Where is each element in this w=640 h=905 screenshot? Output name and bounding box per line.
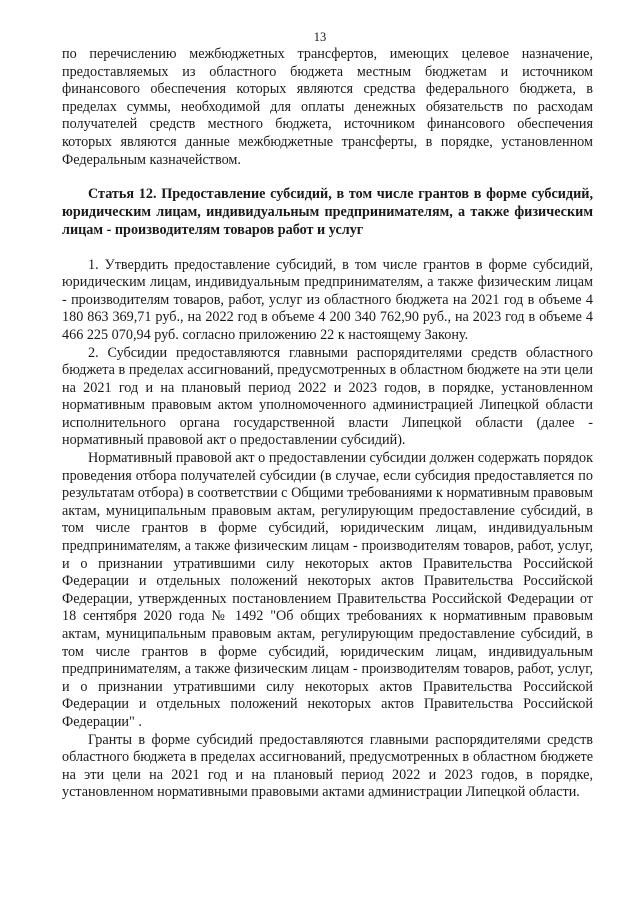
document-body <box>62 46 593 802</box>
article-12-title: Статья 12. Предоставление субсидий, в том числе грантов в форме субсидий, юридическим лицам, индивидуальным предпринимателям, а также физическим лицам - производителям товаров работ и услуг <box>62 186 593 238</box>
paragraph-1: 1. Утвердить предоставление субсидий, в том числе грантов в форме субсидий, юридическим лицам, индивидуальным предпринимателям, а также физическим лицам - производителям товаров, работ, услуг из областного бюджета на 2021 год в объеме 4 180 863 369,71 руб., на 2022 год в объеме 4 200 340 762,90 руб., на 2023 год в объеме 4 466 225 070,94 руб. согласно приложению 22 к настоящему Закону. <box>62 256 593 343</box>
paragraph-3: Нормативный правовой акт о предоставлении субсидии должен содержать порядок проведения отбора получателей субсидии (в случае, если субсидия предоставляется по результатам отбора) в соответствии с Общими требованиями к нормативным правовым актам, муниципальным правовым актам, регулирующим предоставление субсидий, в том числе грантов в форме субсидий, юридическим лицам, индивидуальным предпринимателям, а также физическим лицам - производителям товаров, работ, услуг, и о признании утратившими силу некоторых актов Правительства Российской Федерации и отдельных положений некоторых актов Правительства Российской Федерации, утвержденных постановлением Правительства Российской Федерации от 18 сентября 2020 года № 1492 "Об общих требованиях к нормативным правовым актам, муниципальным правовым актам, регулирующим предоставление субсидий, в том числе грантов в форме субсидий, юридическим лицам, индивидуальным предпринимателям, а также физическим лицам - производителям товаров, работ, услуг, и о признании утратившими силу некоторых актов Правительства Российской Федерации и отдельных положений некоторых актов Правительства Российской Федерации" . <box>62 450 593 730</box>
paragraph-2: 2. Субсидии предоставляются главными распорядителями средств областного бюджета в пределах ассигнований, предусмотренных в областном бюджете на эти цели на 2021 год и на плановый период 2022 и 2023 годов, в порядке, установленном нормативным правовым актом уполномоченного администрацией Липецкой области исполнительного органа государственной власти Липецкой области (далее - нормативный правовой акт о предоставлении субсидий). <box>62 344 593 449</box>
paragraph-continuation: по перечислению межбюджетных трансфертов, имеющих целевое назначение, предоставляемых из областного бюджета местным бюджетам и источником финансового обеспечения которых являются средства федерального бюджета, в пределах суммы, необходимой для оплаты денежных обязательств по расходам получателей средств местного бюджета, источником финансового обеспечения которых являются данные межбюджетные трансферты, в порядке, установленном Федеральным казначейством. <box>62 46 593 168</box>
paragraph-4: Гранты в форме субсидий предоставляются главными распорядителями средств областного бюджета в пределах ассигнований, предусмотренных в областном бюджете на эти цели на 2021 год и на плановый период 2022 и 2023 годов, в порядке, установленном нормативными правовыми актами администрации Липецкой области. <box>62 731 593 801</box>
page-number: 13 <box>313 30 327 44</box>
